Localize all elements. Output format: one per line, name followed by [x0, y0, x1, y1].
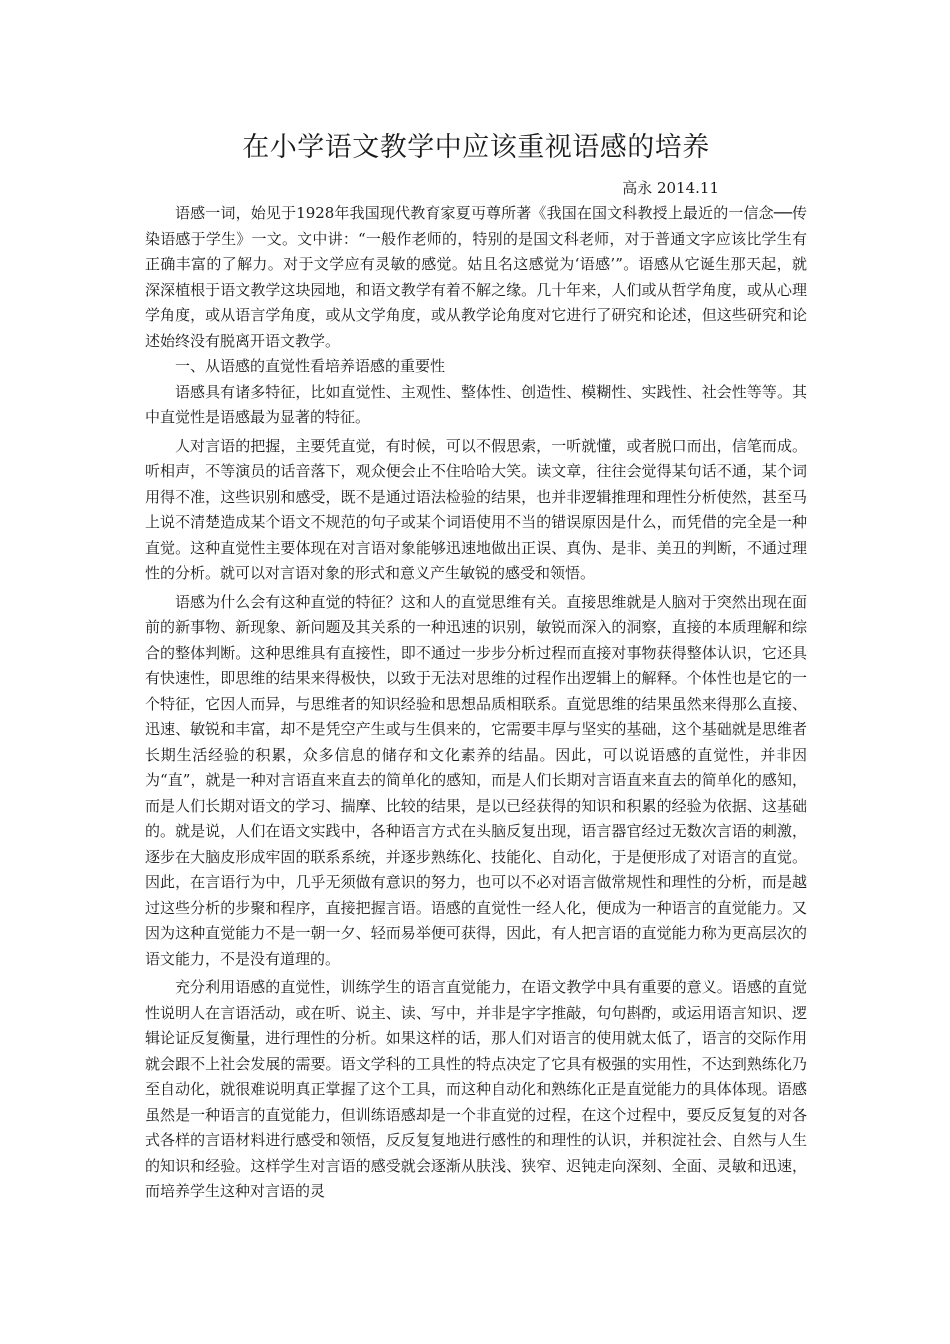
paragraph-features: 语感具有诸多特征，比如直觉性、主观性、整体性、创造性、模糊性、实践性、社会性等等。其中直觉性是语感最为显著的特征。 — [145, 382, 807, 426]
section-heading: 一、从语感的直觉性看培养语感的重要性 — [175, 357, 446, 375]
author-date-byline: 高永 2014.11 — [622, 179, 719, 197]
paragraph-intuitive-thinking: 语感为什么会有这种直觉的特征？这和人的直觉思维有关。直接思维就是人脑对于突然出现在面前的新事物、新现象、新问题及其关系的一种迅速的识别，敏锐而深入的洞察，直接的本质理解和综合的整体判断。这种思维具有直接性，即不通过一步步分析过程而直接对事物获得整体认识，它还具有快速性，即思维的结果来得极快，以致于无法对思维的过程作出逻辑上的解释。个体性也是它的一个特征，它因人而异，与思维者的知识经验和思想品质相联系。直觉思维的结果虽然来得那么直接、迅速、敏锐和丰富，却不是凭空产生或与生俱来的，它需要丰厚与坚实的基础，这个基础就是思维者长期生活经验的积累，众多信息的储存和文化素养的结晶。因此，可以说语感的直觉性，并非因为“直”，就是一种对言语直来直去的简单化的感知，而是人们长期对言语直来直去的简单化的感知，而是人们长期对语文的学习、揣摩、比较的结果，是以已经获得的知识和积累的经验为依据、这基础的。就是说，人们在语文实践中，各种语言方式在头脑反复出现，语言器官经过无数次言语的刺激，逐步在大脑皮形成牢固的联系系统，并逐步熟练化、技能化、自动化，于是便形成了对语言的直觉。因此，在言语行为中，几乎无须做有意识的努力，也可以不必对语言做常规性和理性的分析，而是越过这些分析的步聚和程序，直接把握言语。语感的直觉性一经人化，便成为一种语言的直觉能力。又因为这种直觉能力不是一朝一夕、轻而易举便可获得，因此，有人把言语的直觉能力称为更高层次的语文能力，不是没有道理的。 — [145, 592, 807, 968]
document-title: 在小学语文教学中应该重视语感的培养 — [242, 132, 710, 163]
paragraph-training: 充分利用语感的直觉性，训练学生的语言直觉能力，在语文教学中具有重要的意义。语感的直觉性说明人在言语活动，或在听、说主、读、写中，并非是字字推敲，句句斟酌，或运用语言知识、逻辑论证反复衡量，进行理性的分析。如果这样的话，那人们对语言的使用就太低了，语言的交际作用就会跟不上社会发展的需要。语文学科的工具性的特点决定了它具有极强的实用性，不达到熟练化乃至自动化，就很难说明真正掌握了这个工具，而这种自动化和熟练化正是直觉能力的具体体现。语感虽然是一种语言的直觉能力，但训练语感却是一个非直觉的过程，在这个过程中，要反反复复的对各式各样的言语材料进行感受和领悟，反反复复地进行感性的和理性的认识，并积淀社会、自然与人生的知识和经验。这样学生对言语的感受就会逐渐从肤浅、狭窄、迟钝走向深刻、全面、灵敏和迅速，而培养学生这种对言语的灵 — [145, 978, 807, 1200]
paragraph-intro: 语感一词，始见于1928年我国现代教育家夏丏尊所著《我国在国文科教授上最近的一信念──传染语感于学生》一文。文中讲：“一般作老师的，特别的是国文科老师，对于普通文字应该比学生有正确丰富的了解力。对于文学应有灵敏的感觉。姑且名这感觉为‘语感’”。语感从它诞生那天起，就深深植根于语文教学这块园地，和语文教学有着不解之缘。几十年来，人们或从哲学角度，或从心理学角度，或从语言学角度，或从文学角度，或从教学论角度对它进行了研究和论述，但这些研究和论述始终没有脱离开语文教学。 — [145, 204, 807, 350]
paragraph-intuition: 人对言语的把握，主要凭直觉，有时候，可以不假思索，一听就懂，或者脱口而出，信笔而成。听相声，不等演员的话音落下，观众便会止不住哈哈大笑。读文章，往往会觉得某句话不通，某个词用得不准，这些识别和感受，既不是通过语法检验的结果，也并非逻辑推理和理性分析使然，甚至马上说不清楚造成某个语文不规范的句子或某个词语使用不当的错误原因是什么，而凭借的完全是一种直觉。这种直觉性主要体现在对言语对象能够迅速地做出正误、真伪、是非、美丑的判断，不通过理性的分析。就可以对言语对象的形式和意义产生敏锐的感受和领悟。 — [145, 436, 807, 582]
document-page — [145, 128, 807, 1205]
